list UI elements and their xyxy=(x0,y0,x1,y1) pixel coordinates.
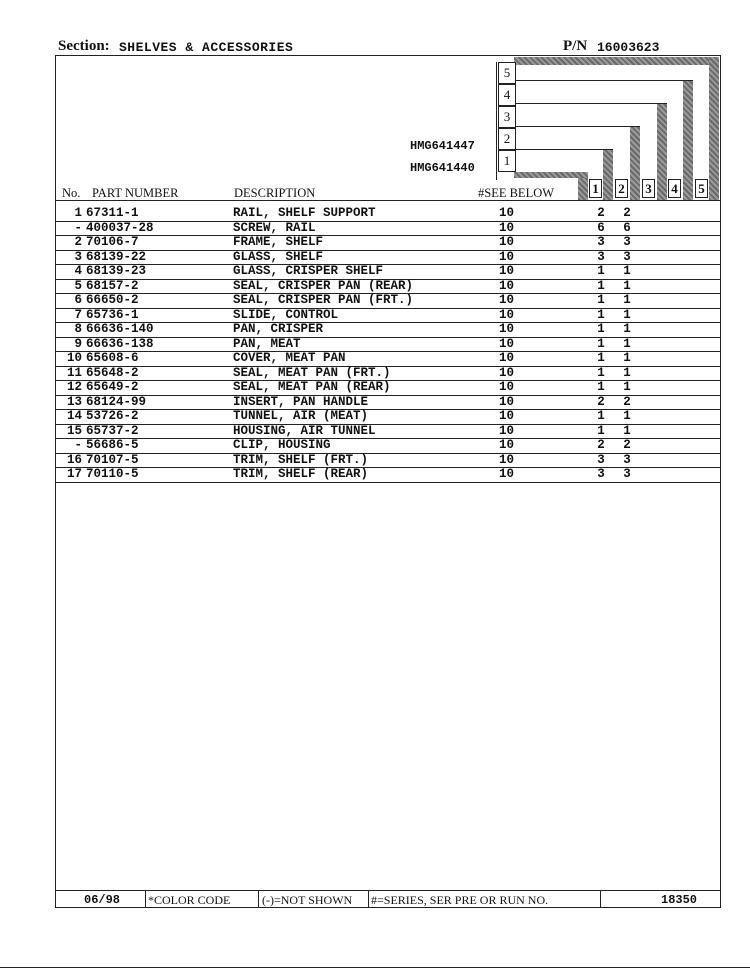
ladder-bar-4 xyxy=(683,80,693,200)
row-number: 5 xyxy=(74,278,82,293)
row-qty-column-1: 1 xyxy=(597,322,605,336)
row-see-below: 10 xyxy=(499,307,515,322)
table-row xyxy=(55,396,721,411)
row-description: FRAME, SHELF xyxy=(233,235,324,249)
row-qty-column-1: 2 xyxy=(597,394,605,409)
row-part-number: 70106-7 xyxy=(86,235,139,249)
row-see-below: 10 xyxy=(499,206,515,220)
row-qty-column-2: 2 xyxy=(623,394,631,409)
row-see-below: 10 xyxy=(499,249,515,264)
model-label-1: HMG641447 xyxy=(410,139,475,153)
row-number: 4 xyxy=(74,264,82,278)
column-box-3: 3 xyxy=(642,179,655,198)
column-box-5: 5 xyxy=(695,179,708,198)
row-part-number: 400037-28 xyxy=(86,220,154,235)
row-number: 11 xyxy=(66,365,82,380)
row-number: - xyxy=(74,220,82,235)
row-number: 17 xyxy=(66,467,82,481)
row-qty-column-2: 2 xyxy=(623,438,631,452)
row-qty-column-1: 3 xyxy=(597,235,605,249)
row-part-number: 70110-5 xyxy=(86,467,139,481)
page-bottom-rule xyxy=(0,967,750,968)
ladder-box-4: 4 xyxy=(498,84,516,106)
row-see-below: 10 xyxy=(499,278,515,293)
row-qty-column-1: 2 xyxy=(597,438,605,452)
ladder-box-1: 1 xyxy=(498,150,516,172)
section-title: SHELVES & ACCESSORIES xyxy=(119,40,294,55)
row-number: 8 xyxy=(74,322,82,336)
row-number: 12 xyxy=(66,380,82,394)
table-row xyxy=(55,410,721,425)
row-see-below: 10 xyxy=(499,351,515,365)
row-part-number: 68124-99 xyxy=(86,394,147,409)
table-row xyxy=(55,425,721,440)
row-description: GLASS, CRISPER SHELF xyxy=(233,264,384,278)
table-row xyxy=(55,454,721,469)
part-number-label: P/N xyxy=(563,38,588,54)
table-row xyxy=(55,309,721,324)
table-row xyxy=(55,251,721,266)
table-row xyxy=(55,280,721,295)
row-qty-column-1: 6 xyxy=(597,220,605,235)
table-row xyxy=(55,236,721,251)
column-box-4: 4 xyxy=(668,179,681,198)
row-qty-column-2: 1 xyxy=(623,380,631,394)
row-number: - xyxy=(74,438,82,452)
row-see-below: 10 xyxy=(499,380,515,394)
row-number: 9 xyxy=(74,336,82,351)
footer-doc-number: 18350 xyxy=(661,893,698,907)
table-row xyxy=(55,468,721,483)
row-qty-column-2: 1 xyxy=(623,264,631,278)
row-part-number: 70107-5 xyxy=(86,452,139,467)
row-description: PAN, CRISPER xyxy=(233,322,324,336)
row-qty-column-2: 3 xyxy=(623,452,631,467)
row-qty-column-1: 1 xyxy=(597,351,605,365)
row-part-number: 56686-5 xyxy=(86,438,139,452)
ladder-box-2: 2 xyxy=(498,128,516,150)
row-description: HOUSING, AIR TUNNEL xyxy=(233,423,376,438)
row-description: GLASS, SHELF xyxy=(233,249,324,264)
row-qty-column-2: 1 xyxy=(623,423,631,438)
row-part-number: 65608-6 xyxy=(86,351,139,365)
row-part-number: 65737-2 xyxy=(86,423,139,438)
row-see-below: 10 xyxy=(499,336,515,351)
table-row xyxy=(55,352,721,367)
row-description: TUNNEL, AIR (MEAT) xyxy=(233,409,369,423)
row-part-number: 66650-2 xyxy=(86,293,139,307)
row-see-below: 10 xyxy=(499,452,515,467)
row-part-number: 66636-140 xyxy=(86,322,154,336)
row-part-number: 53726-2 xyxy=(86,409,139,423)
ladder-box-3: 3 xyxy=(498,106,516,128)
row-see-below: 10 xyxy=(499,322,515,336)
row-see-below: 10 xyxy=(499,394,515,409)
ladder-bar-1 xyxy=(603,149,613,200)
row-qty-column-1: 3 xyxy=(597,467,605,481)
row-see-below: 10 xyxy=(499,438,515,452)
row-qty-column-2: 3 xyxy=(623,235,631,249)
row-number: 6 xyxy=(74,293,82,307)
row-qty-column-1: 1 xyxy=(597,409,605,423)
model-label-2: HMG641440 xyxy=(410,161,475,175)
row-qty-column-2: 1 xyxy=(623,293,631,307)
table-row xyxy=(55,265,721,280)
row-qty-column-1: 3 xyxy=(597,452,605,467)
footer-series-note: #=SERIES, SER PRE OR RUN NO. xyxy=(371,893,549,907)
row-description: SEAL, CRISPER PAN (REAR) xyxy=(233,278,414,293)
row-qty-column-1: 2 xyxy=(597,206,605,220)
table-row xyxy=(55,367,721,382)
row-qty-column-2: 2 xyxy=(623,206,631,220)
table-row xyxy=(55,439,721,454)
row-number: 10 xyxy=(66,351,82,365)
row-qty-column-2: 3 xyxy=(623,467,631,481)
row-qty-column-2: 1 xyxy=(623,351,631,365)
part-number-value: 16003623 xyxy=(597,40,660,55)
column-header-part-number: PART NUMBER xyxy=(92,186,179,200)
row-qty-column-2: 1 xyxy=(623,336,631,351)
column-header-description: DESCRIPTION xyxy=(234,186,316,200)
row-see-below: 10 xyxy=(499,264,515,278)
ladder-bar-3 xyxy=(657,103,667,200)
row-qty-column-1: 1 xyxy=(597,264,605,278)
table-row xyxy=(55,381,721,396)
row-see-below: 10 xyxy=(499,467,515,481)
row-qty-column-1: 1 xyxy=(597,293,605,307)
row-description: SEAL, CRISPER PAN (FRT.) xyxy=(233,293,414,307)
row-part-number: 65736-1 xyxy=(86,307,139,322)
ladder-box-5: 5 xyxy=(498,62,516,84)
row-number: 14 xyxy=(66,409,82,423)
row-number: 1 xyxy=(74,206,82,220)
row-description: SEAL, MEAT PAN (FRT.) xyxy=(233,365,391,380)
table-row xyxy=(55,222,721,237)
row-qty-column-2: 3 xyxy=(623,249,631,264)
column-box-2: 2 xyxy=(615,179,628,198)
row-part-number: 68139-23 xyxy=(86,264,147,278)
row-number: 2 xyxy=(74,235,82,249)
column-box-1: 1 xyxy=(589,179,602,198)
row-part-number: 65648-2 xyxy=(86,365,139,380)
row-qty-column-1: 1 xyxy=(597,278,605,293)
row-see-below: 10 xyxy=(499,293,515,307)
row-description: CLIP, HOUSING xyxy=(233,438,331,452)
row-part-number: 67311-1 xyxy=(86,206,139,220)
column-header-no: No. xyxy=(62,186,81,200)
table-row xyxy=(55,207,721,222)
row-number: 13 xyxy=(66,394,82,409)
header-rule xyxy=(55,200,721,201)
row-qty-column-2: 6 xyxy=(623,220,631,235)
row-number: 15 xyxy=(66,423,82,438)
row-description: RAIL, SHELF SUPPORT xyxy=(233,206,376,220)
footer-rule xyxy=(55,890,721,891)
row-qty-column-2: 1 xyxy=(623,322,631,336)
row-qty-column-1: 1 xyxy=(597,365,605,380)
row-description: SEAL, MEAT PAN (REAR) xyxy=(233,380,391,394)
table-row xyxy=(55,338,721,353)
row-number: 3 xyxy=(74,249,82,264)
row-description: TRIM, SHELF (FRT.) xyxy=(233,452,369,467)
row-description: COVER, MEAT PAN xyxy=(233,351,346,365)
row-description: PAN, MEAT xyxy=(233,336,301,351)
row-part-number: 68157-2 xyxy=(86,278,139,293)
row-qty-column-1: 1 xyxy=(597,336,605,351)
row-qty-column-2: 1 xyxy=(623,278,631,293)
row-qty-column-1: 1 xyxy=(597,307,605,322)
row-see-below: 10 xyxy=(499,423,515,438)
row-part-number: 68139-22 xyxy=(86,249,147,264)
row-qty-column-2: 1 xyxy=(623,307,631,322)
ladder-top-band xyxy=(514,57,719,65)
table-row xyxy=(55,323,721,338)
row-see-below: 10 xyxy=(499,220,515,235)
row-qty-column-2: 1 xyxy=(623,409,631,423)
row-description: TRIM, SHELF (REAR) xyxy=(233,467,369,481)
section-label: Section: xyxy=(58,38,110,54)
row-description: INSERT, PAN HANDLE xyxy=(233,394,369,409)
footer-color-code: *COLOR CODE xyxy=(148,893,231,907)
row-description: SCREW, RAIL xyxy=(233,220,316,235)
row-number: 7 xyxy=(74,307,82,322)
row-see-below: 10 xyxy=(499,409,515,423)
ladder-bar-2 xyxy=(630,126,640,200)
row-number: 16 xyxy=(66,452,82,467)
footer-date: 06/98 xyxy=(84,893,121,907)
row-see-below: 10 xyxy=(499,365,515,380)
column-header-see-below: #SEE BELOW xyxy=(478,186,555,200)
table-row xyxy=(55,294,721,309)
row-qty-column-1: 1 xyxy=(597,423,605,438)
row-see-below: 10 xyxy=(499,235,515,249)
row-qty-column-2: 1 xyxy=(623,365,631,380)
row-description: SLIDE, CONTROL xyxy=(233,307,339,322)
row-part-number: 65649-2 xyxy=(86,380,139,394)
row-qty-column-1: 1 xyxy=(597,380,605,394)
row-part-number: 66636-138 xyxy=(86,336,154,351)
row-qty-column-1: 3 xyxy=(597,249,605,264)
footer-not-shown: (-)=NOT SHOWN xyxy=(262,893,353,907)
ladder-bar-5 xyxy=(709,57,719,200)
